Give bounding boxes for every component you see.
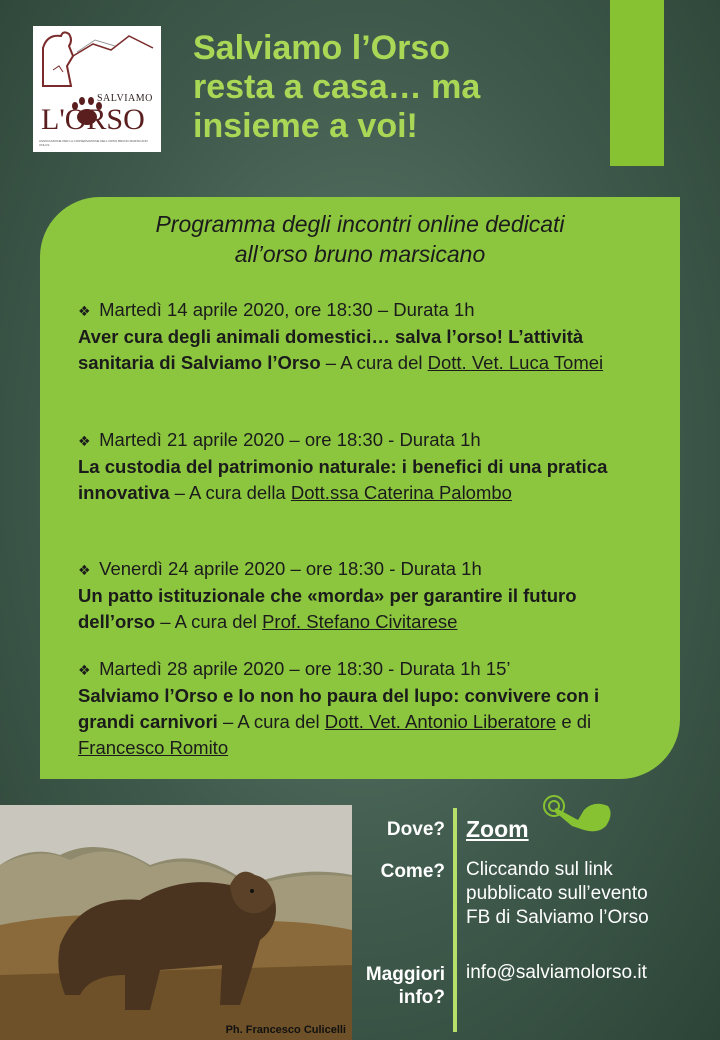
- logo-text-main: L'ORSO: [41, 103, 145, 136]
- more-info-label-line-1: Maggiori: [365, 964, 445, 985]
- bear-photo: [0, 805, 352, 1040]
- event-item: [78, 427, 638, 506]
- event-when: Martedì 28 aprile 2020 – ore 18:30 - Durata 1h 15’: [99, 658, 511, 679]
- more-info-label: [366, 963, 445, 1009]
- how-value: [466, 858, 649, 930]
- more-info-label-line-2: info?: [398, 987, 445, 1008]
- how-value-line-2: pubblicato sull’evento: [466, 883, 648, 904]
- title-line-3: insieme a voi!: [193, 107, 418, 145]
- how-value-line-1: Cliccando sul link: [466, 859, 613, 880]
- association-logo: [33, 26, 161, 152]
- event-when: Martedì 21 aprile 2020 – ore 18:30 - Durata 1h: [99, 429, 481, 450]
- how-value-line-3: FB di Salviamo l’Orso: [466, 907, 649, 928]
- bullet-icon: ❖: [78, 303, 91, 319]
- title-line-2: resta a casa… ma: [193, 68, 481, 106]
- event-description: [78, 324, 638, 376]
- bear-photo-illustration: [0, 805, 352, 1040]
- event-title: Un patto istituzionale che «morda» per garantire il futuro dell’orso: [78, 585, 577, 632]
- bullet-icon: ❖: [78, 433, 91, 449]
- event-by: – A cura del: [217, 711, 325, 732]
- accent-bar: [610, 0, 664, 166]
- event-date: [78, 656, 638, 683]
- where-value: [466, 817, 529, 844]
- event-when: Martedì 14 aprile 2020, ore 18:30 – Durata 1h: [99, 299, 475, 320]
- info-divider: [453, 808, 457, 1032]
- event-speaker-link[interactable]: Dott. Vet. Luca Tomei: [427, 352, 604, 373]
- email-link[interactable]: info@salviamolorso.it: [466, 962, 647, 983]
- event-title: Aver cura degli animali domestici… salva l’orso! L’attività sanitaria di Salviamo l’Orso: [78, 326, 584, 373]
- event-date: [78, 556, 638, 583]
- event-speaker-link[interactable]: Dott. Vet. Antonio Liberatore: [324, 711, 557, 732]
- event-description: [78, 454, 638, 506]
- program-title-line-1: Programma degli incontri online dedicati: [155, 211, 565, 237]
- event-description: [78, 683, 638, 761]
- logo-text-top: SALVIAMO: [97, 93, 153, 104]
- event-by: – A cura del: [320, 352, 428, 373]
- event-speaker-link[interactable]: Dott.ssa Caterina Palombo: [290, 482, 512, 503]
- event-title: La custodia del patrimonio naturale: i benefici di una pratica innovativa: [78, 456, 608, 503]
- event-item: [78, 556, 638, 635]
- bullet-icon: ❖: [78, 562, 91, 578]
- page-title: [193, 29, 603, 146]
- event-by: – A cura del: [155, 611, 263, 632]
- event-when: Venerdì 24 aprile 2020 – ore 18:30 - Durata 1h: [99, 558, 482, 579]
- event-title: Salviamo l’Orso e Io non ho paura del lupo: convivere con i grandi carnivori: [78, 685, 600, 732]
- event-date: [78, 427, 638, 454]
- tap-hand-icon[interactable]: [538, 792, 614, 838]
- program-card: [40, 197, 680, 779]
- event-speaker-link[interactable]: Francesco Romito: [78, 737, 229, 758]
- event-date: [78, 297, 638, 324]
- event-item: [78, 656, 638, 761]
- title-line-1: Salviamo l’Orso: [193, 29, 450, 67]
- bullet-icon: ❖: [78, 662, 91, 678]
- event-and: e di: [556, 711, 592, 732]
- event-description: [78, 583, 638, 635]
- program-title-line-2: all’orso bruno marsicano: [234, 241, 486, 267]
- event-item: [78, 297, 638, 376]
- photo-credit: Ph. Francesco Culicelli: [225, 1024, 346, 1036]
- how-label: Come?: [380, 861, 445, 882]
- bear-logo-icon: [33, 26, 161, 96]
- event-speaker-link[interactable]: Prof. Stefano Civitarese: [262, 611, 458, 632]
- logo-text-sub: ASSOCIAZIONE PER LA CONSERVAZIONE DELL'ORSO BRUNO MARSICANO ONLUS: [39, 139, 148, 147]
- program-title: [40, 209, 680, 269]
- where-label: Dove?: [386, 819, 445, 840]
- zoom-link[interactable]: Zoom: [466, 816, 529, 842]
- event-by: – A cura della: [169, 482, 291, 503]
